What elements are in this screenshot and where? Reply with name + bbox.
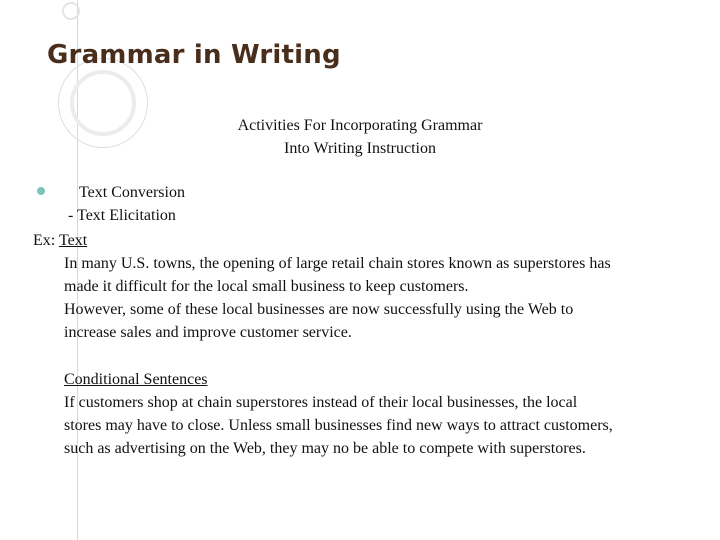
conditional-heading: Conditional Sentences xyxy=(64,371,208,388)
decorative-small-circle xyxy=(62,2,80,20)
example-line: In many U.S. towns, the opening of large retail chain stores known as superstores has xyxy=(64,255,611,272)
conditional-section xyxy=(64,368,613,460)
slide-subtitle xyxy=(150,114,570,160)
decorative-inner-circle xyxy=(70,70,136,136)
example-line: However, some of these local businesses are now successfully using the Web to xyxy=(64,301,574,318)
subtitle-line-2: Into Writing Instruction xyxy=(284,140,436,157)
example-heading: Text xyxy=(58,232,88,249)
example-prefix: Ex: xyxy=(33,232,59,249)
example-paragraph xyxy=(64,252,611,344)
conditional-line: If customers shop at chain superstores instead of their local businesses, the local xyxy=(64,394,578,411)
bullet-text-elicitation: - Text Elicitation xyxy=(68,207,176,224)
subtitle-line-1: Activities For Incorporating Grammar xyxy=(237,117,483,134)
example-line: made it difficult for the local small business to keep customers. xyxy=(64,278,469,295)
conditional-line: such as advertising on the Web, they may no be able to compete with superstores. xyxy=(64,440,586,457)
bullet-text-conversion: Text Conversion xyxy=(79,184,185,201)
example-line: increase sales and improve customer service. xyxy=(64,324,352,341)
bullet-dot-icon xyxy=(37,187,45,195)
example-label xyxy=(33,229,87,252)
conditional-line: stores may have to close. Unless small businesses find new ways to attract customers, xyxy=(64,417,613,434)
slide-title: Grammar in Writing xyxy=(47,40,341,70)
